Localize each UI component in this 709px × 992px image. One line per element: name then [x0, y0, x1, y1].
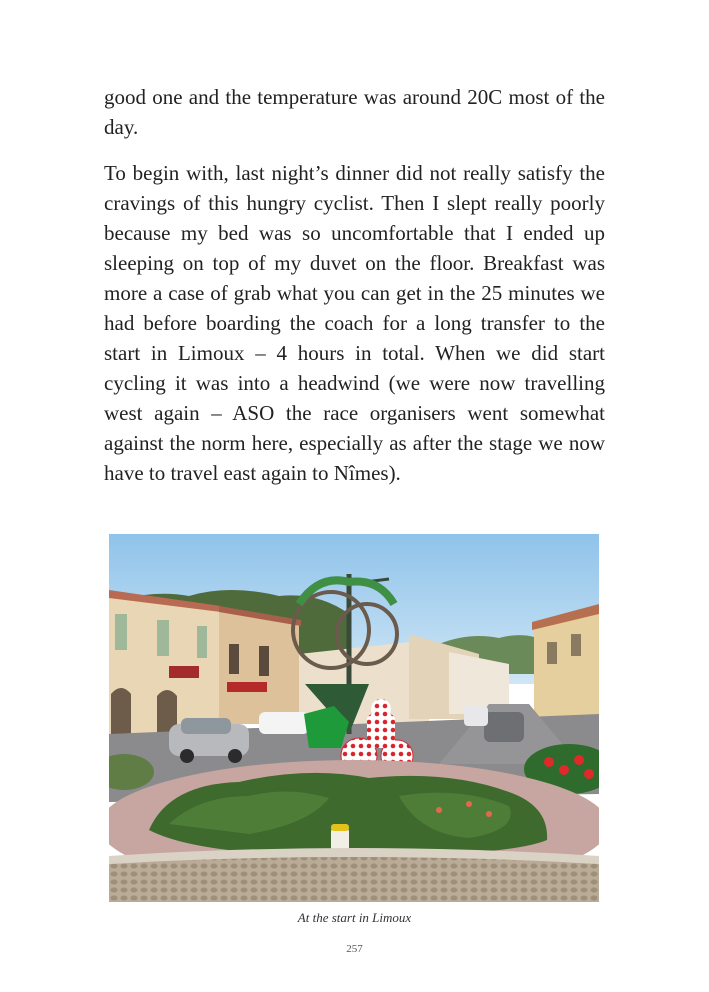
page-number: 257	[346, 943, 363, 955]
roundabout-photo	[109, 534, 599, 902]
paragraph-main: To begin with, last night’s dinner did not really satisfy the cravings of this hungry cyclist. Then I slept really poorly because my bed was so uncomfortable that I ended up sleeping on top of my duvet on the floor. Breakfast was more a case of grab what you can get in the 25 minutes we had before boarding the coach for a long transfer to the start in Limoux – 4 hours in total. When we did start cycling it was into a headwind (we were now travelling west again – ASO the race organisers went somewhat against the norm here, especially as after the stage we now have to travel east again to Nîmes).	[104, 161, 605, 485]
photo-caption: At the start in Limoux	[297, 910, 412, 925]
paragraph-continued: good one and the temperature was around 20C most of the day.	[104, 85, 605, 139]
